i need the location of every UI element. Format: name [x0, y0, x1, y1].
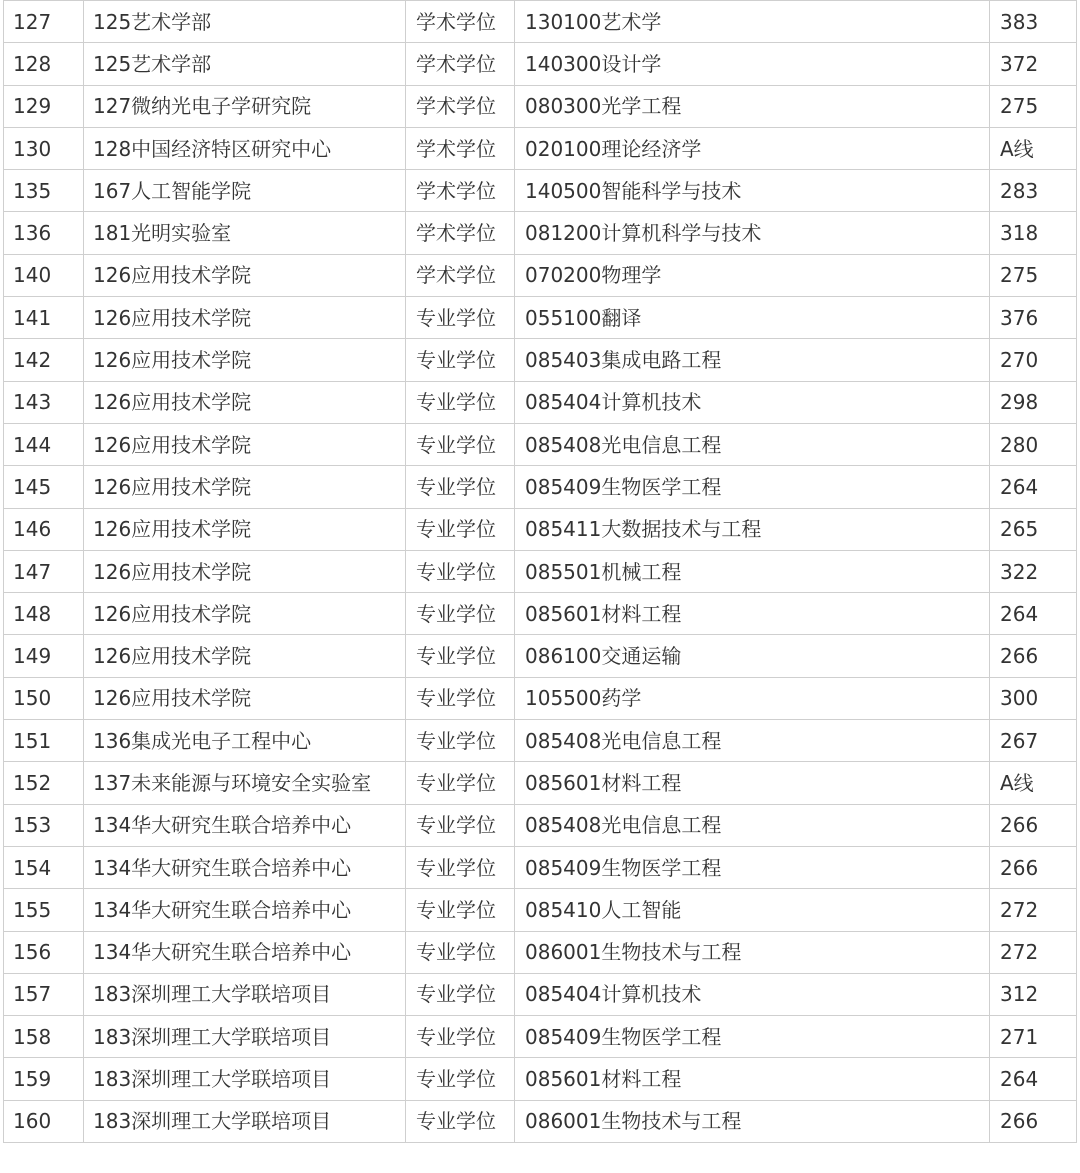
degree-type-cell: 专业学位: [406, 804, 515, 846]
table-row: [4, 846, 1077, 888]
row-number-cell: 153: [4, 804, 84, 846]
table-row: [4, 593, 1077, 635]
score-line-cell: 312: [990, 973, 1077, 1015]
degree-type-cell: 学术学位: [406, 212, 515, 254]
major-cell: 085403集成电路工程: [515, 339, 990, 381]
row-number-cell: 149: [4, 635, 84, 677]
unit-name-cell: 125艺术学部: [84, 43, 406, 85]
table-row: [4, 804, 1077, 846]
table-row: [4, 381, 1077, 423]
table-row: [4, 212, 1077, 254]
score-line-cell: 383: [990, 1, 1077, 43]
table-row: [4, 635, 1077, 677]
table-row: [4, 889, 1077, 931]
row-number-cell: 130: [4, 127, 84, 169]
row-number-cell: 129: [4, 85, 84, 127]
degree-type-cell: 专业学位: [406, 508, 515, 550]
unit-name-cell: 126应用技术学院: [84, 339, 406, 381]
row-number-cell: 154: [4, 846, 84, 888]
table-row: [4, 297, 1077, 339]
table-row: [4, 43, 1077, 85]
degree-type-cell: 专业学位: [406, 1100, 515, 1142]
degree-type-cell: 专业学位: [406, 889, 515, 931]
row-number-cell: 152: [4, 762, 84, 804]
unit-name-cell: 126应用技术学院: [84, 550, 406, 592]
table-row: [4, 1016, 1077, 1058]
major-cell: 020100理论经济学: [515, 127, 990, 169]
degree-type-cell: 专业学位: [406, 1058, 515, 1100]
major-cell: 086100交通运输: [515, 635, 990, 677]
row-number-cell: 160: [4, 1100, 84, 1142]
unit-name-cell: 126应用技术学院: [84, 508, 406, 550]
table-row: [4, 339, 1077, 381]
major-cell: 140300设计学: [515, 43, 990, 85]
degree-type-cell: 专业学位: [406, 550, 515, 592]
table-row: [4, 1058, 1077, 1100]
table-row: [4, 466, 1077, 508]
unit-name-cell: 127微纳光电子学研究院: [84, 85, 406, 127]
score-line-cell: 264: [990, 466, 1077, 508]
score-line-cell: 272: [990, 931, 1077, 973]
score-line-cell: 372: [990, 43, 1077, 85]
table-row: [4, 1, 1077, 43]
row-number-cell: 148: [4, 593, 84, 635]
major-cell: 070200物理学: [515, 254, 990, 296]
score-line-cell: 266: [990, 804, 1077, 846]
table-row: [4, 508, 1077, 550]
score-line-cell: 271: [990, 1016, 1077, 1058]
table-body: [4, 1, 1077, 1143]
score-line-cell: 280: [990, 423, 1077, 465]
degree-type-cell: 专业学位: [406, 297, 515, 339]
unit-name-cell: 126应用技术学院: [84, 466, 406, 508]
row-number-cell: 155: [4, 889, 84, 931]
degree-type-cell: 学术学位: [406, 1, 515, 43]
major-cell: 081200计算机科学与技术: [515, 212, 990, 254]
unit-name-cell: 183深圳理工大学联培项目: [84, 1100, 406, 1142]
score-line-cell: 265: [990, 508, 1077, 550]
table-row: [4, 550, 1077, 592]
score-line-cell: 300: [990, 677, 1077, 719]
major-cell: 085601材料工程: [515, 593, 990, 635]
unit-name-cell: 183深圳理工大学联培项目: [84, 973, 406, 1015]
row-number-cell: 127: [4, 1, 84, 43]
unit-name-cell: 126应用技术学院: [84, 423, 406, 465]
unit-name-cell: 134华大研究生联合培养中心: [84, 889, 406, 931]
table-row: [4, 677, 1077, 719]
table-row: [4, 127, 1077, 169]
major-cell: 085409生物医学工程: [515, 846, 990, 888]
major-cell: 085410人工智能: [515, 889, 990, 931]
row-number-cell: 159: [4, 1058, 84, 1100]
table-row: [4, 973, 1077, 1015]
unit-name-cell: 136集成光电子工程中心: [84, 720, 406, 762]
score-line-cell: 266: [990, 1100, 1077, 1142]
row-number-cell: 145: [4, 466, 84, 508]
row-number-cell: 157: [4, 973, 84, 1015]
major-cell: 085408光电信息工程: [515, 720, 990, 762]
degree-type-cell: 专业学位: [406, 381, 515, 423]
unit-name-cell: 126应用技术学院: [84, 254, 406, 296]
major-cell: 085601材料工程: [515, 762, 990, 804]
major-cell: 085409生物医学工程: [515, 1016, 990, 1058]
major-cell: 086001生物技术与工程: [515, 931, 990, 973]
row-number-cell: 144: [4, 423, 84, 465]
degree-type-cell: 专业学位: [406, 762, 515, 804]
major-cell: 140500智能科学与技术: [515, 170, 990, 212]
row-number-cell: 146: [4, 508, 84, 550]
table-row: [4, 1100, 1077, 1142]
degree-type-cell: 专业学位: [406, 1016, 515, 1058]
major-cell: 085404计算机技术: [515, 973, 990, 1015]
score-line-cell: A线: [990, 762, 1077, 804]
degree-type-cell: 专业学位: [406, 720, 515, 762]
score-line-cell: 275: [990, 85, 1077, 127]
row-number-cell: 140: [4, 254, 84, 296]
degree-type-cell: 专业学位: [406, 635, 515, 677]
table-row: [4, 931, 1077, 973]
score-line-cell: 376: [990, 297, 1077, 339]
major-cell: 080300光学工程: [515, 85, 990, 127]
unit-name-cell: 137未来能源与环境安全实验室: [84, 762, 406, 804]
table-row: [4, 170, 1077, 212]
major-cell: 105500药学: [515, 677, 990, 719]
score-table: [3, 0, 1077, 1143]
degree-type-cell: 专业学位: [406, 466, 515, 508]
unit-name-cell: 125艺术学部: [84, 1, 406, 43]
unit-name-cell: 167人工智能学院: [84, 170, 406, 212]
score-line-cell: 275: [990, 254, 1077, 296]
major-cell: 085409生物医学工程: [515, 466, 990, 508]
score-line-cell: 298: [990, 381, 1077, 423]
unit-name-cell: 126应用技术学院: [84, 381, 406, 423]
table-row: [4, 254, 1077, 296]
major-cell: 085411大数据技术与工程: [515, 508, 990, 550]
row-number-cell: 135: [4, 170, 84, 212]
score-line-cell: 283: [990, 170, 1077, 212]
major-cell: 055100翻译: [515, 297, 990, 339]
table-row: [4, 85, 1077, 127]
unit-name-cell: 126应用技术学院: [84, 297, 406, 339]
unit-name-cell: 134华大研究生联合培养中心: [84, 846, 406, 888]
table-row: [4, 720, 1077, 762]
unit-name-cell: 126应用技术学院: [84, 593, 406, 635]
major-cell: 085408光电信息工程: [515, 423, 990, 465]
unit-name-cell: 183深圳理工大学联培项目: [84, 1016, 406, 1058]
unit-name-cell: 126应用技术学院: [84, 635, 406, 677]
degree-type-cell: 专业学位: [406, 677, 515, 719]
row-number-cell: 156: [4, 931, 84, 973]
row-number-cell: 143: [4, 381, 84, 423]
score-line-cell: 264: [990, 1058, 1077, 1100]
row-number-cell: 158: [4, 1016, 84, 1058]
degree-type-cell: 学术学位: [406, 43, 515, 85]
major-cell: 085501机械工程: [515, 550, 990, 592]
row-number-cell: 151: [4, 720, 84, 762]
unit-name-cell: 181光明实验室: [84, 212, 406, 254]
score-table-container: [3, 0, 1076, 1143]
table-row: [4, 762, 1077, 804]
major-cell: 085404计算机技术: [515, 381, 990, 423]
row-number-cell: 141: [4, 297, 84, 339]
major-cell: 085408光电信息工程: [515, 804, 990, 846]
unit-name-cell: 183深圳理工大学联培项目: [84, 1058, 406, 1100]
unit-name-cell: 126应用技术学院: [84, 677, 406, 719]
score-line-cell: 318: [990, 212, 1077, 254]
degree-type-cell: 专业学位: [406, 339, 515, 381]
degree-type-cell: 专业学位: [406, 593, 515, 635]
row-number-cell: 128: [4, 43, 84, 85]
degree-type-cell: 专业学位: [406, 931, 515, 973]
score-line-cell: 267: [990, 720, 1077, 762]
degree-type-cell: 学术学位: [406, 85, 515, 127]
score-line-cell: 270: [990, 339, 1077, 381]
degree-type-cell: 专业学位: [406, 973, 515, 1015]
major-cell: 086001生物技术与工程: [515, 1100, 990, 1142]
score-line-cell: 266: [990, 846, 1077, 888]
major-cell: 085601材料工程: [515, 1058, 990, 1100]
score-line-cell: 272: [990, 889, 1077, 931]
score-line-cell: 322: [990, 550, 1077, 592]
score-line-cell: A线: [990, 127, 1077, 169]
row-number-cell: 142: [4, 339, 84, 381]
score-line-cell: 266: [990, 635, 1077, 677]
row-number-cell: 147: [4, 550, 84, 592]
score-line-cell: 264: [990, 593, 1077, 635]
row-number-cell: 150: [4, 677, 84, 719]
degree-type-cell: 学术学位: [406, 254, 515, 296]
degree-type-cell: 专业学位: [406, 846, 515, 888]
table-row: [4, 423, 1077, 465]
unit-name-cell: 134华大研究生联合培养中心: [84, 804, 406, 846]
degree-type-cell: 学术学位: [406, 170, 515, 212]
degree-type-cell: 专业学位: [406, 423, 515, 465]
unit-name-cell: 134华大研究生联合培养中心: [84, 931, 406, 973]
row-number-cell: 136: [4, 212, 84, 254]
degree-type-cell: 学术学位: [406, 127, 515, 169]
unit-name-cell: 128中国经济特区研究中心: [84, 127, 406, 169]
major-cell: 130100艺术学: [515, 1, 990, 43]
